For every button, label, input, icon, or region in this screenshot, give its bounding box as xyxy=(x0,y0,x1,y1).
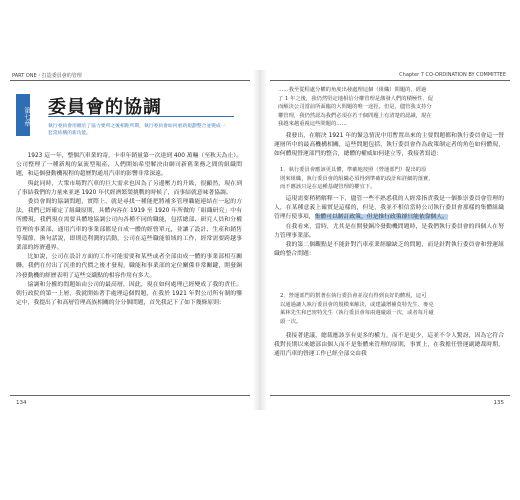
right-body-b xyxy=(274,195,504,259)
paragraph: 比如說，公司在設計方面的工作可能需要和某些或者全部由成一體的事業部相互關聯，我們在付出了沉重的代價之後才發現，職能和事業部的定位關係非常關鍵，開發銅冷發動機的經歷表明了這些交織點的相容作用有多大。 xyxy=(16,254,242,279)
paragraph: 在我看來，當時，尤其是在開發銅冷發動機問題時，是我們執行委員會的四個人在努力管理事業部。 xyxy=(274,223,504,239)
quote-line: 我越來越重視這些問題的…… xyxy=(278,121,347,128)
running-header-right: Chapter 7 CO-ORDINATION BY COMMITTEE xyxy=(399,72,506,78)
page-number-left: 134 xyxy=(16,400,27,406)
chapter-title: 委員會的協調 xyxy=(48,97,162,118)
quote-line: 以通過讓人執行委員會的規模來解決，或建議增補莫特先生、麥克 xyxy=(280,301,434,308)
quote-line: 萊林先生和巴密特先生（執行委員會每兩週碰頭一次，或者每月碰 xyxy=(280,310,434,317)
highlighted-text[interactable]: 集體可以制訂政策，但是推行政策卻只能依靠個人。 xyxy=(314,214,448,221)
quote-line: 而解決公司當前所面臨的大問題的唯一途徑。但是，儘管我支持分 xyxy=(278,104,432,111)
quote-line: 而不應該只是在這種基礎管理的權宜下。 xyxy=(280,184,376,191)
quote-line: ……我至從程處分權的角度出發處理這個（組織）問題的，經過 xyxy=(278,87,427,93)
quote-line: 則來組織，執行委員會的組織必須得到準確的設計和詳細的落實， xyxy=(280,175,434,182)
footer-rule-left xyxy=(10,395,250,396)
title-rule xyxy=(48,116,234,117)
paragraph: 協調和分權的問題始由公司的最高層，因此，現在如何處理已經變成了我的責任。朝行政院的第一上層，我就開始著手處理這個問題，在我於 1921 年對公司所有制的鑒定中，我提出了和高層管理高族相關的分分個問題，首先我記下了如下幾條原則： xyxy=(16,281,242,307)
quote-line: 2．營運部門的幫著在執行委員會並沒有得到良好的體現，這可 xyxy=(280,293,427,299)
paragraph xyxy=(274,195,504,223)
left-page xyxy=(6,70,254,410)
quote-line: 權管理，我仍然認為我們必須在若干個問題上有清楚的認識，現在 xyxy=(278,112,432,119)
quote-line: 1．執行委員會應該更具體，準確地按照（營運部門）提出的原 xyxy=(280,167,427,173)
paragraph: 委員會間的協調問題，實際上，就是尋找一種能把將補多管理職能連結在一起的方法，我們已經確定了組織原則，具體內容在 1919 至 1920 年所做的「組織研究」中有所體現，我們現在需要具體地協調公司內各種不同的職能，包括總部、研究人員和分權管理的事業部，通用汽車的事業部都是自成一體的經營單元，並讓了設計、生產和銷售等環節，換句話說，即則造利潤的活動，公司在這些職能領域的工作，經常需要跨越事業部的經濟邊界。 xyxy=(16,199,242,252)
block-quote-2 xyxy=(280,166,502,192)
paragraph: 我的第二個觀點是不能針對汽車產業經驗缺乏的問題，而是針對執行委員會和營運組織的整合問題： xyxy=(274,242,504,258)
right-body-a xyxy=(274,132,504,160)
right-body-d xyxy=(274,332,504,360)
chapter-label: 第七章 xyxy=(16,94,30,136)
running-header-left: PART ONE・打造委員會的管理 xyxy=(12,73,82,79)
footer-rule-right xyxy=(270,395,510,396)
paragraph: 1923 這一年，整個汽車業的寄，卡車年銷量第一次達到 400 萬輛（至秋天為止）。公司整理了一種新規的氣流型報產，人們開始希望解決由網司新舊業務之間的組織問題，和這個發動機報程的超歷對通用汽車的影響非常深遠。 xyxy=(16,153,242,178)
header-rule-right xyxy=(270,80,510,81)
paragraph-text: 這現需要稍稍解釋一下，儘管一些不熟悉我的人經常指責我是一個推崇委員會管理的人，在某種意義上確實是這樣的，但是，我並不相信當時公司執行委員會那樣的集體組織管理行使事項， xyxy=(274,196,504,221)
left-body xyxy=(16,152,242,308)
block-quote-1 xyxy=(278,86,502,129)
quote-line: 了 1 年之後，我仍然堅定地相信分權管理是激發人們的積極性、促 xyxy=(278,95,434,102)
chapter-lede: 執行委員會用總於了協力要所之後相距所期，執行委員會如何重新規劃整合並變成一套當結構的新功能。 xyxy=(48,124,226,137)
quote-line: 頭一次。 xyxy=(280,318,302,325)
page-number-right: 135 xyxy=(493,400,504,406)
header-rule-left xyxy=(10,80,250,81)
paragraph: 與此同時，大衆市場對汽車的巨大需求也因為了另邊壓力的升級，很顯然，現在到了事結我們的力量來並逐 1920 年代經濟繁榮挑戰的時候了，而事結就意味著協調。 xyxy=(16,180,242,196)
paragraph: 我發出，在解決 1921 年的緊急情況中用暫置出來的主要問題都和執行委員會這一營運層所中的最高機構相關，這些問題包括，執行委員會作為政策制定者的角色如何體現，如何體現營運部門的整合，總體的權威如何建立等，我接著寫道： xyxy=(274,133,504,158)
block-quote-3 xyxy=(280,292,502,326)
paragraph: 我接著建議，總裁應該享有更多的權力，而不是更少，這並不令人驚訝，因為它符合我對長期以來總部由個人而不是集體來管理的原則，事實上，在我擔任營運副總裁時期，通用汽車的營運工作已經全部交由我 xyxy=(274,333,504,358)
right-page xyxy=(266,70,514,410)
